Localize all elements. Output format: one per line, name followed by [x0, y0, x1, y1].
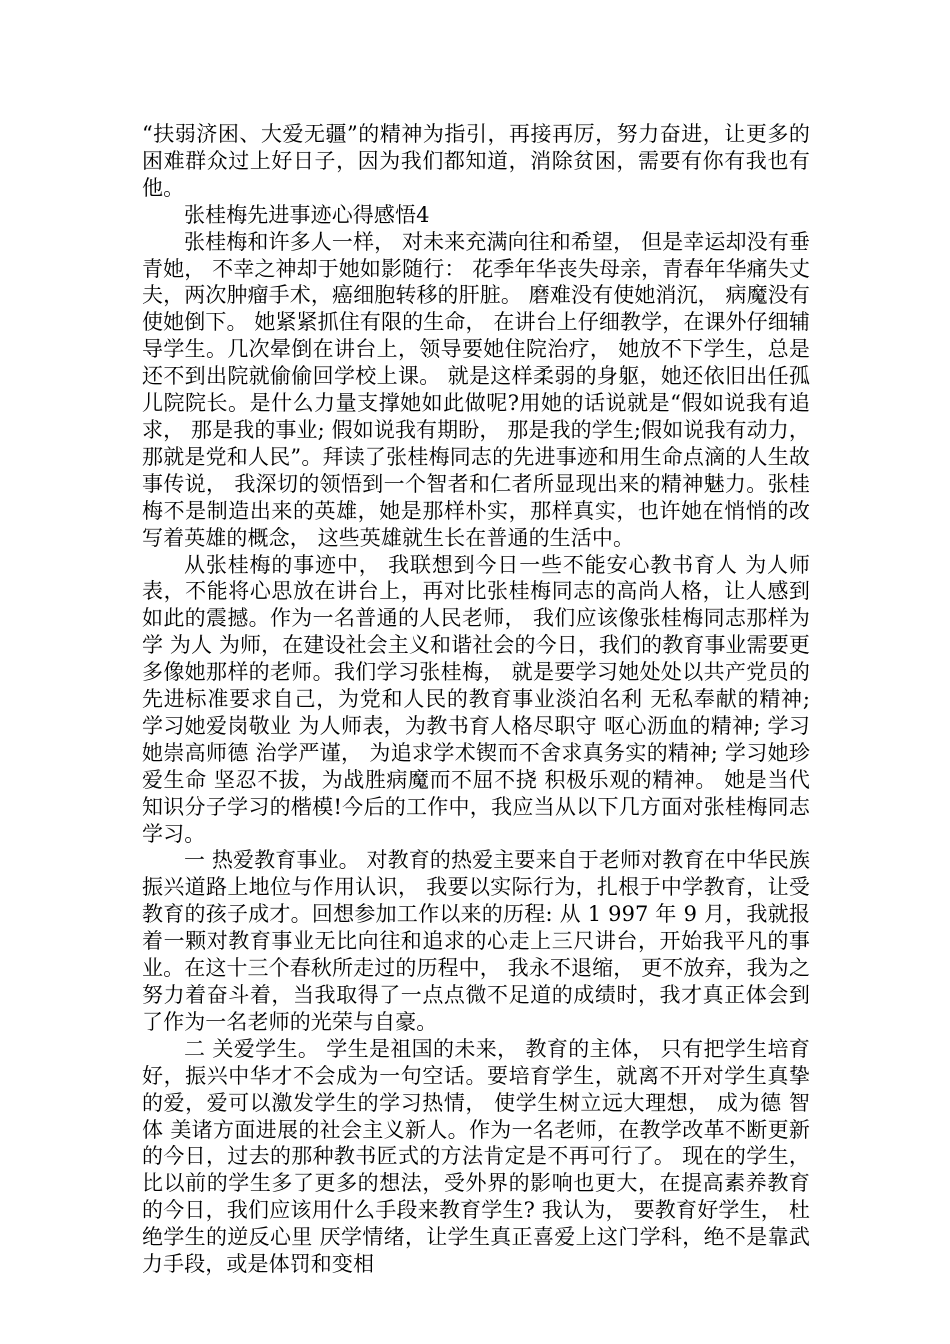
paragraph-point-one: 一 热爱教育事业。 对教育的热爱主要来自于老师对教育在中华民族振兴道路上地位与作用认识， 我要以实际行为，扎根于中学教育，让受教育的孩子成才。回想参加工作以来的历程: 从 1 997 年 9 月，我就报着一颗对教育事业无比向往和追求的心走上三尺讲台，开始我平凡的事业。在这十三个春秋所走过的历程中， 我永不退缩， 更不放弃，我为之努力着奋斗着，当我取得了一点点微不足道的成绩时，我才真正体会到了作为一名老师的光荣与自豪。 — [142, 848, 810, 1034]
paragraph-reflection: 从张桂梅的事迹中， 我联想到今日一些不能安心教书育人 为人师表，不能将心思放在讲台上，再对比张桂梅同志的高尚人格，让人感到如此的震撼。作为一名普通的人民老师， 我们应该像张桂梅同志那样为学 为人 为师，在建设社会主义和谐社会的今日，我们的教育事业需要更多像她那样的老师。我们学习张桂梅， 就是要学习她处处以共产党员的先进标准要求自己，为党和人民的教育事业淡泊名利 无私奉献的精神;学习她爱岗敬业 为人师表，为教书育人格尽职守 呕心沥血的精神; 学习她崇高师德 治学严谨， 为追求学术锲而不舍求真务实的精神; 学习她珍爱生命 坚忍不拔，为战胜病魔而不屈不挠 积极乐观的精神。 她是当代知识分子学习的楷模!今后的工作中，我应当从以下几方面对张桂梅同志学习。 — [142, 552, 810, 846]
paragraph-story: 张桂梅和许多人一样， 对未来充满向往和希望， 但是幸运却没有垂青她， 不幸之神却于她如影随行： 花季年华丧失母亲，青春年华痛失丈夫，两次肿瘤手术，癌细胞转移的肝脏。 磨难没有使她消沉， 病魔没有使她倒下。 她紧紧抓住有限的生命， 在讲台上仔细教学，在课外仔细辅导学生。几次晕倒在讲台上，领导要她住院治疗， 她放不下学生，总是还不到出院就偷偷回学校上课。 就是这样柔弱的身躯，她还依旧出任孤儿院院长。是什么力量支撑她如此做呢?用她的话说就是“假如说我有追求， 那是我的事业; 假如说我有期盼， 那是我的学生;假如说我有动力，那就是党和人民”。拜读了张桂梅同志的先进事迹和用生命点滴的人生故事传说， 我深切的领悟到一个智者和仁者所显现出来的精神魅力。张桂梅不是制造出来的英雄，她是那样朴实，那样真实，也许她在悄悄的改写着英雄的概念， 这些英雄就生长在普通的生活中。 — [142, 229, 810, 550]
paragraph-point-two: 二 关爱学生。 学生是祖国的未来， 教育的主体， 只有把学生培育好，振兴中华才不会成为一句空话。要培育学生，就离不开对学生真挚的爱，爱可以激发学生的学习热情， 使学生树立远大理想， 成为德 智 体 美诸方面进展的社会主义新人。作为一名老师，在教学改革不断更新的今日，过去的那种教书匠式的方法肯定是不再可行了。 现在的学生， 比以前的学生多了更多的想法，受外界的影响也更大，在提高素养教育的今日，我们应该用什么手段来教育学生? 我认为， 要教育好学生， 杜绝学生的逆反心里 厌学情绪，让学生真正喜爱上这门学科，绝不是靠武力手段，或是体罚和变相 — [142, 1036, 810, 1277]
section-heading: 张桂梅先进事迹心得感悟4 — [184, 202, 430, 227]
paragraph-continuation: “扶弱济困、大爱无疆”的精神为指引，再接再厉，努力奋进，让更多的困难群众过上好日子，因为我们都知道，消除贫困，需要有你有我也有他。 — [142, 122, 810, 200]
document-body — [142, 121, 810, 1278]
